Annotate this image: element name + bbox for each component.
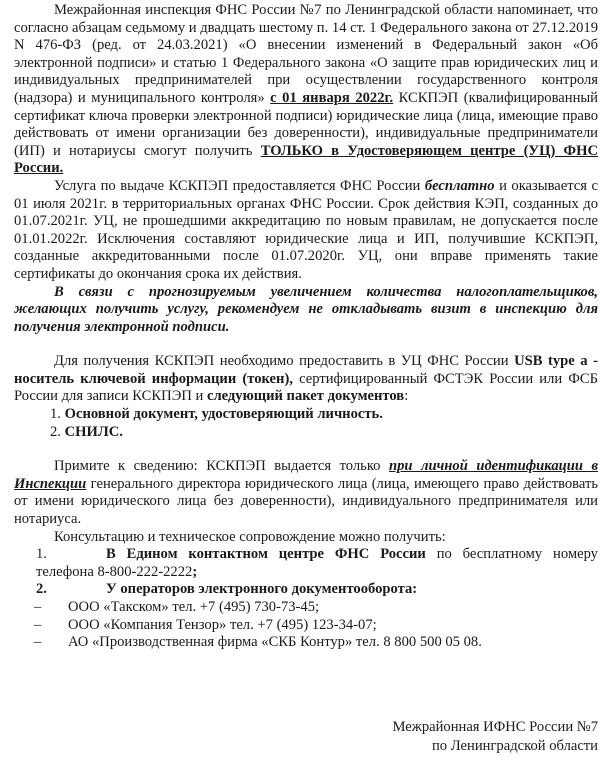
signature-line-2: по Ленинградской области (431, 738, 598, 754)
item-number: 2. (36, 581, 47, 598)
contact-center-name: В Едином контактном центре ФНС России (106, 546, 426, 563)
requirements-paragraph (14, 353, 598, 406)
effective-date: с 01 января 2022г. (270, 89, 394, 106)
operator-item (14, 599, 598, 617)
identification-text: Примите к сведению: КСКПЭП выдается только (54, 458, 389, 475)
operator-contact: ООО «Такском» тел. +7 (495) 730-73-45; (68, 599, 320, 615)
contact-center-phone: по бесплатному номеру телефона 8-800-222-2222 (36, 546, 598, 580)
intro-text-continued: КСКПЭП (квалифицированный сертификат ключа проверки электронной подписи) юридические лица (лица, имеющие право действовать от имени организации без доверенности), индивидуальные предприниматели (ИП) и нотариусы смогут получить (14, 89, 598, 159)
dash-bullet: – (34, 616, 42, 633)
recommendation-paragraph: В связи с прогнозируемым увеличением количества налогоплательщиков, желающих получить услугу, рекомендуем не откладывать визит в инспекцию для получения электронной подписи. (14, 283, 598, 335)
consultation-intro: Консультацию и техническое сопровождение можно получить: (54, 528, 446, 545)
document-number: 2. (50, 423, 61, 440)
personal-identification: при личной идентификации в Инспекции (14, 458, 599, 492)
identification-paragraph (14, 458, 598, 528)
only-fns-ca-notice: ТОЛЬКО в Удостоверяющем центре (УЦ) ФНС России. (14, 142, 598, 177)
operator-contact: ООО «Компания Тензор» тел. +7 (495) 123-34-07; (68, 616, 377, 633)
spacer (14, 441, 598, 458)
consultation-item-1 (14, 546, 598, 581)
document-name: СНИЛС. (64, 423, 123, 440)
identification-text-continued: генерального директора юридического лица (лица, имеющего право действовать от имени юридического лица без доверенности), индивидуального предпринимателя или нотариуса. (14, 475, 598, 528)
semicolon: ; (192, 563, 198, 580)
intro-text: Межрайонная инспекция ФНС России №7 по Ленинградской области напоминает, что согласно абзацам седьмому и двадцать шестому п. 14 ст. 1 Федерального закона от 27.12.2019 N 476-ФЗ (ред. от 24.03.2021) «О внесении изменений в Федеральный закон «Об электронной подписи» и статью 1 Федерального закона «О защите прав юридических лиц и индивидуальных предпринимателей при осуществлении государственного контроля (надзора) и муниципального контроля» (14, 2, 599, 106)
operator-item (14, 617, 598, 635)
intro-paragraph (14, 2, 598, 178)
usb-token-requirement: USB type a - носитель ключевой информации (токен), (14, 353, 598, 387)
colon: : (404, 388, 409, 405)
signature-block (392, 718, 598, 756)
notice-document (14, 2, 598, 652)
free-of-charge: бесплатно (424, 177, 495, 194)
service-text: Услуга по выдаче КСКПЭП предоставляется ФНС России (54, 177, 425, 194)
document-number: 1. (50, 406, 61, 423)
requirements-text: Для получения КСКПЭП необходимо предоставить в УЦ ФНС России (54, 353, 515, 370)
document-item (14, 424, 598, 442)
operator-contact: АО «Производственная фирма «СКБ Контур» тел. 8 800 500 05 08. (68, 634, 482, 651)
service-text-continued: и оказывается с 01 июля 2021г. в территориальных органах ФНС России. Срок действия КЭП, созданных до 01.07.2021г. УЦ, не прошедшими аккредитацию по новым правилам, не допускается после 01.01.2022г. Исключения составляют юридические лица и ИП, получившие КСКПЭП, созданные аккредитованными после 01.07.2020г. УЦ, они вправе применять такие сертификаты до окончания срока их действия. (14, 177, 598, 282)
dash-bullet: – (34, 634, 42, 651)
spacer (14, 336, 598, 353)
requirements-text-continued: сертифицированный ФСТЭК России или ФСБ России для записи КСКПЭП и (14, 370, 598, 405)
document-name: Основной документ, удостоверяющий личность. (64, 406, 383, 423)
documents-package: следующий пакет документов (206, 388, 405, 405)
operator-item (14, 634, 598, 652)
consultation-item-2 (14, 581, 598, 599)
dash-bullet: – (34, 599, 42, 615)
item-number: 1. (36, 546, 47, 563)
edo-operators-heading: У операторов электронного документооборота: (106, 581, 418, 598)
signature-line-1: Межрайонная ИФНС России №7 (392, 719, 598, 735)
document-item (14, 406, 598, 424)
service-paragraph (14, 178, 598, 284)
